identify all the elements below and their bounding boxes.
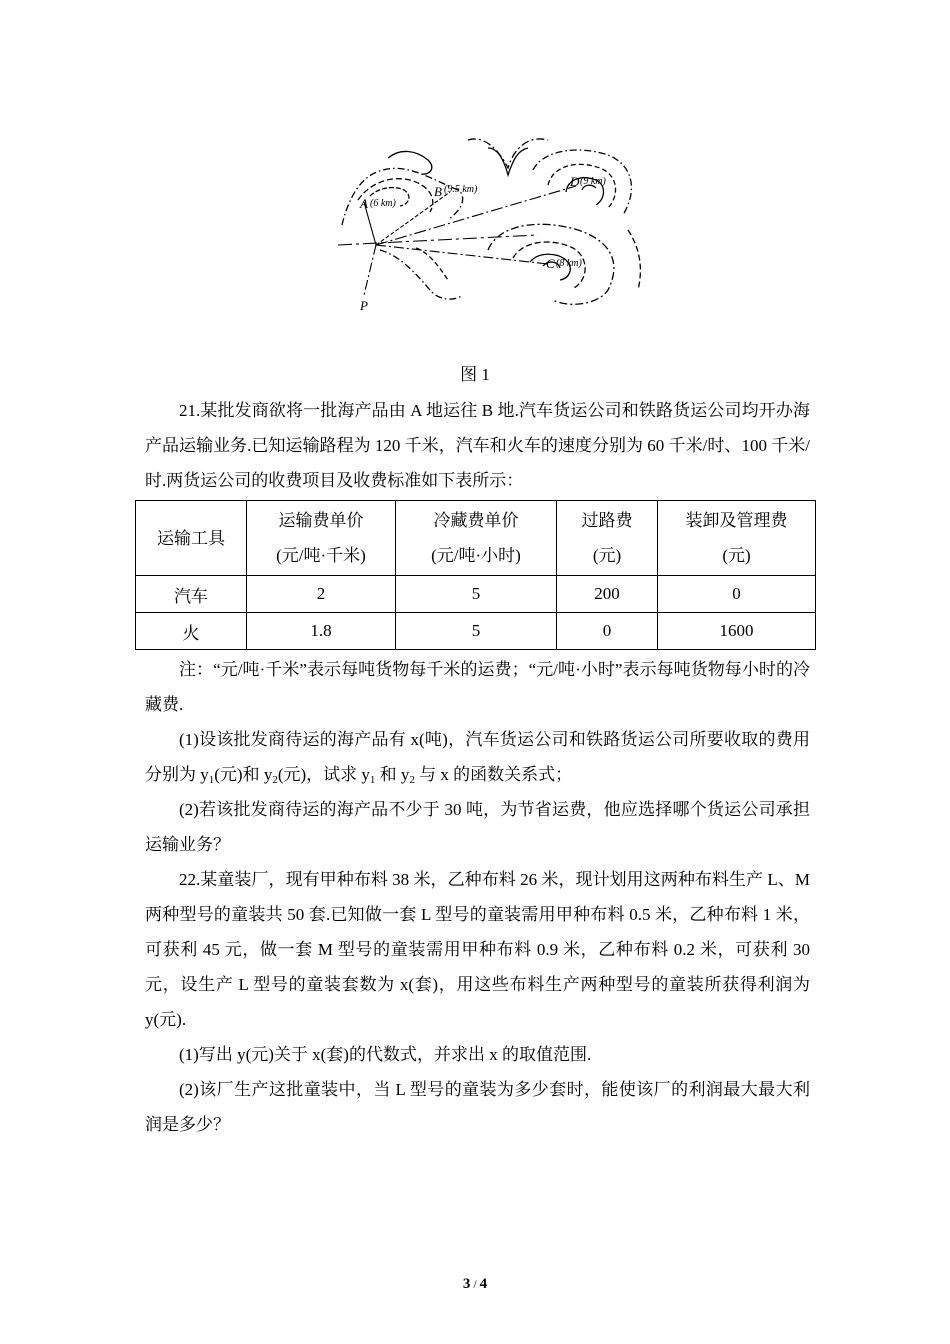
table-header-cell: 装卸及管理费 (元) bbox=[658, 501, 816, 576]
table-note: 注：“元/吨·千米”表示每吨货物每千米的运费；“元/吨·小时”表示每吨货物每小时的冷藏费. bbox=[145, 660, 810, 714]
table-cell: 汽车 bbox=[136, 576, 247, 613]
table-cell: 火 bbox=[136, 613, 247, 650]
table-cell: 200 bbox=[557, 576, 658, 613]
label-c-distance: (8 km) bbox=[556, 258, 582, 269]
label-d: D bbox=[570, 174, 580, 189]
label-d-distance: (9 km) bbox=[580, 176, 606, 187]
question-21-part-1: (1)设该批发商待运的海产品有 x(吨)，汽车货运公司和铁路货运公司所要收取的费用分别为 $y_1$(元)和 $y_2$(元)，试求 $y_1$ 和 $y_2$ 与 x 的函数关系式； bbox=[145, 730, 810, 786]
label-a-distance: (6 km) bbox=[370, 198, 396, 209]
label-p: P bbox=[360, 298, 368, 313]
table-row bbox=[136, 576, 816, 613]
table-header-cell: 过路费 (元) bbox=[557, 501, 658, 576]
contour-line bbox=[468, 139, 548, 168]
table-cell: 0 bbox=[658, 576, 816, 613]
question-22-part-2: (2)该厂生产这批童装中，当 L 型号的童装为多少套时，能使该厂的利润最大最大利润是多少？ bbox=[145, 1080, 810, 1134]
table-cell: 2 bbox=[247, 576, 396, 613]
page-number: 3 / 4 bbox=[462, 1276, 488, 1292]
label-b: B bbox=[434, 184, 442, 199]
question-21-part-2: (2)若该批发商待运的海产品不少于 30 吨，为节省运费，他应选择哪个货运公司承担运输业务？ bbox=[145, 800, 810, 854]
table-cell: 1600 bbox=[658, 613, 816, 650]
label-a: A bbox=[360, 196, 368, 211]
table-row bbox=[136, 613, 816, 650]
table-header-cell: 运输工具 bbox=[136, 501, 247, 576]
question-22-intro: 22.某童装厂，现有甲种布料 38 米，乙种布料 26 米，现计划用这两种布料生产 L、M 两种型号的童装共 50 套.已知做一套 L 型号的童装需用甲种布料 0.5 米，乙种布料 1 米，可获利 45 元，做一套 M 型号的童装需用甲种布料 0.9 米，乙种布料 0.2 米，可获利 30 元，设生产 L 型号的童装套数为 x(套)，用这些布料生产两种型号的童装所获得利润为 y(元). bbox=[145, 870, 810, 1029]
table-cell: 0 bbox=[557, 613, 658, 650]
table-header-cell: 冷藏费单价 (元/吨·小时) bbox=[396, 501, 557, 576]
contour-map-figure bbox=[338, 130, 652, 316]
table-header-row bbox=[136, 501, 816, 576]
table-cell: 1.8 bbox=[247, 613, 396, 650]
table-header-cell: 运输费单价 (元/吨·千米) bbox=[247, 501, 396, 576]
contour-line bbox=[628, 230, 640, 290]
contour-line bbox=[388, 151, 432, 174]
table-cell: 5 bbox=[396, 576, 557, 613]
table-cell: 5 bbox=[396, 613, 557, 650]
question-21-intro: 21.某批发商欲将一批海产品由 A 地运往 B 地.汽车货运公司和铁路货运公司均开办海产品运输业务.已知运输路程为 120 千米，汽车和火车的速度分别为 60 千米/时、100 千米/时.两货运公司的收费项目及收费标准如下表所示： bbox=[145, 401, 810, 490]
contour-line bbox=[488, 148, 528, 175]
contour-line bbox=[380, 250, 463, 299]
fee-table bbox=[135, 500, 816, 650]
label-b-distance: (9.5 km) bbox=[444, 184, 478, 195]
question-22-part-1: (1)写出 y(元)关于 x(套)的代数式，并求出 x 的取值范围. bbox=[179, 1045, 592, 1064]
figure-caption: 图 1 bbox=[460, 365, 490, 384]
horizontal-axis-line bbox=[338, 235, 538, 245]
line-to-P bbox=[364, 245, 376, 295]
label-c: C bbox=[546, 256, 555, 271]
